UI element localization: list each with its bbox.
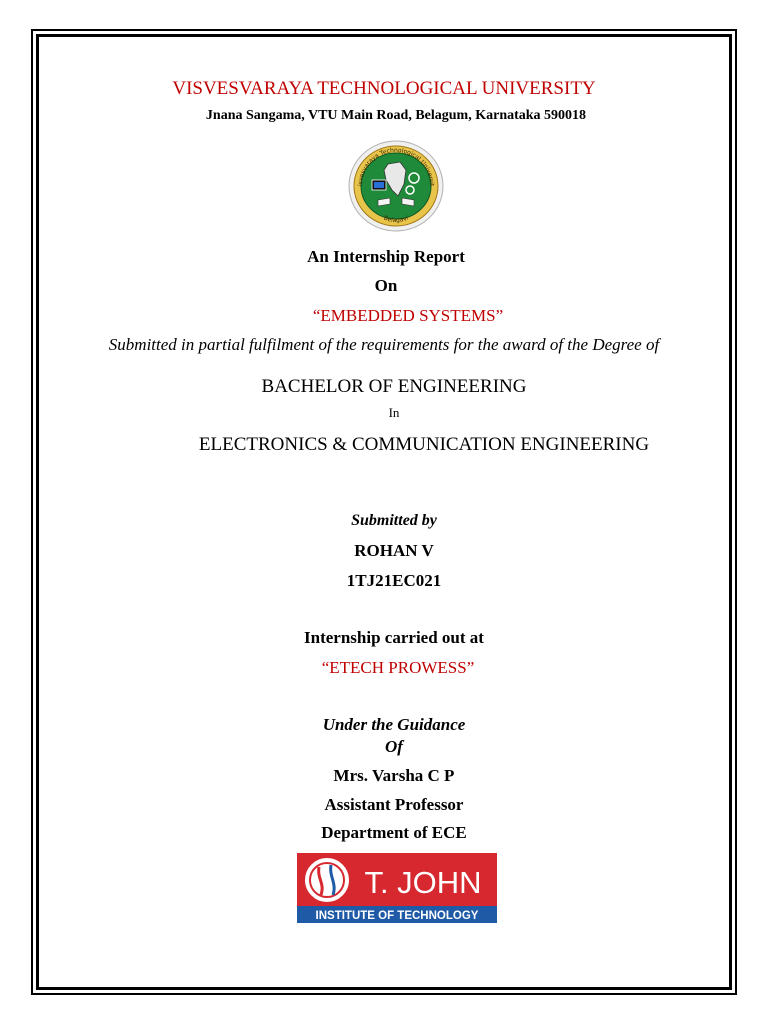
university-name: VISVESVARAYA TECHNOLOGICAL UNIVERSITY (172, 78, 596, 99)
logo-subtitle: INSTITUTE OF TECHNOLOGY (315, 910, 479, 922)
company-name: “ETECH PROWESS” (321, 658, 475, 677)
seal-text-bottom: Belagavi (382, 214, 410, 225)
guide-name: Mrs. Varsha C P (333, 766, 455, 785)
degree-in: In (388, 405, 400, 420)
logo-name: T. JOHN (364, 865, 482, 900)
university-address: Jnana Sangama, VTU Main Road, Belagum, Karnataka 590018 (205, 108, 587, 123)
report-topic: “EMBEDDED SYSTEMS” (312, 306, 504, 325)
tjohn-college-logo (297, 853, 497, 923)
guidance-of-label: Of (385, 737, 403, 756)
guide-designation: Assistant Professor (324, 795, 464, 814)
internship-label: Internship carried out at (304, 628, 484, 647)
submitted-by-label: Submitted by (351, 512, 437, 529)
student-usn: 1TJ21EC021 (346, 571, 442, 590)
branch: ELECTRONICS & COMMUNICATION ENGINEERING (198, 434, 650, 455)
degree: BACHELOR OF ENGINEERING (261, 376, 527, 397)
submission-statement: Submitted in partial fulfilment of the requirements for the award of the Degree of (108, 335, 660, 354)
report-on: On (374, 276, 398, 295)
vtu-seal-logo (348, 140, 444, 232)
report-type: An Internship Report (307, 247, 465, 266)
student-name: ROHAN V (354, 541, 434, 560)
guidance-label: Under the Guidance (322, 715, 466, 734)
guide-department: Department of ECE (321, 823, 467, 842)
seal-text-top: isvesvaraya Technological Universit (356, 147, 436, 187)
